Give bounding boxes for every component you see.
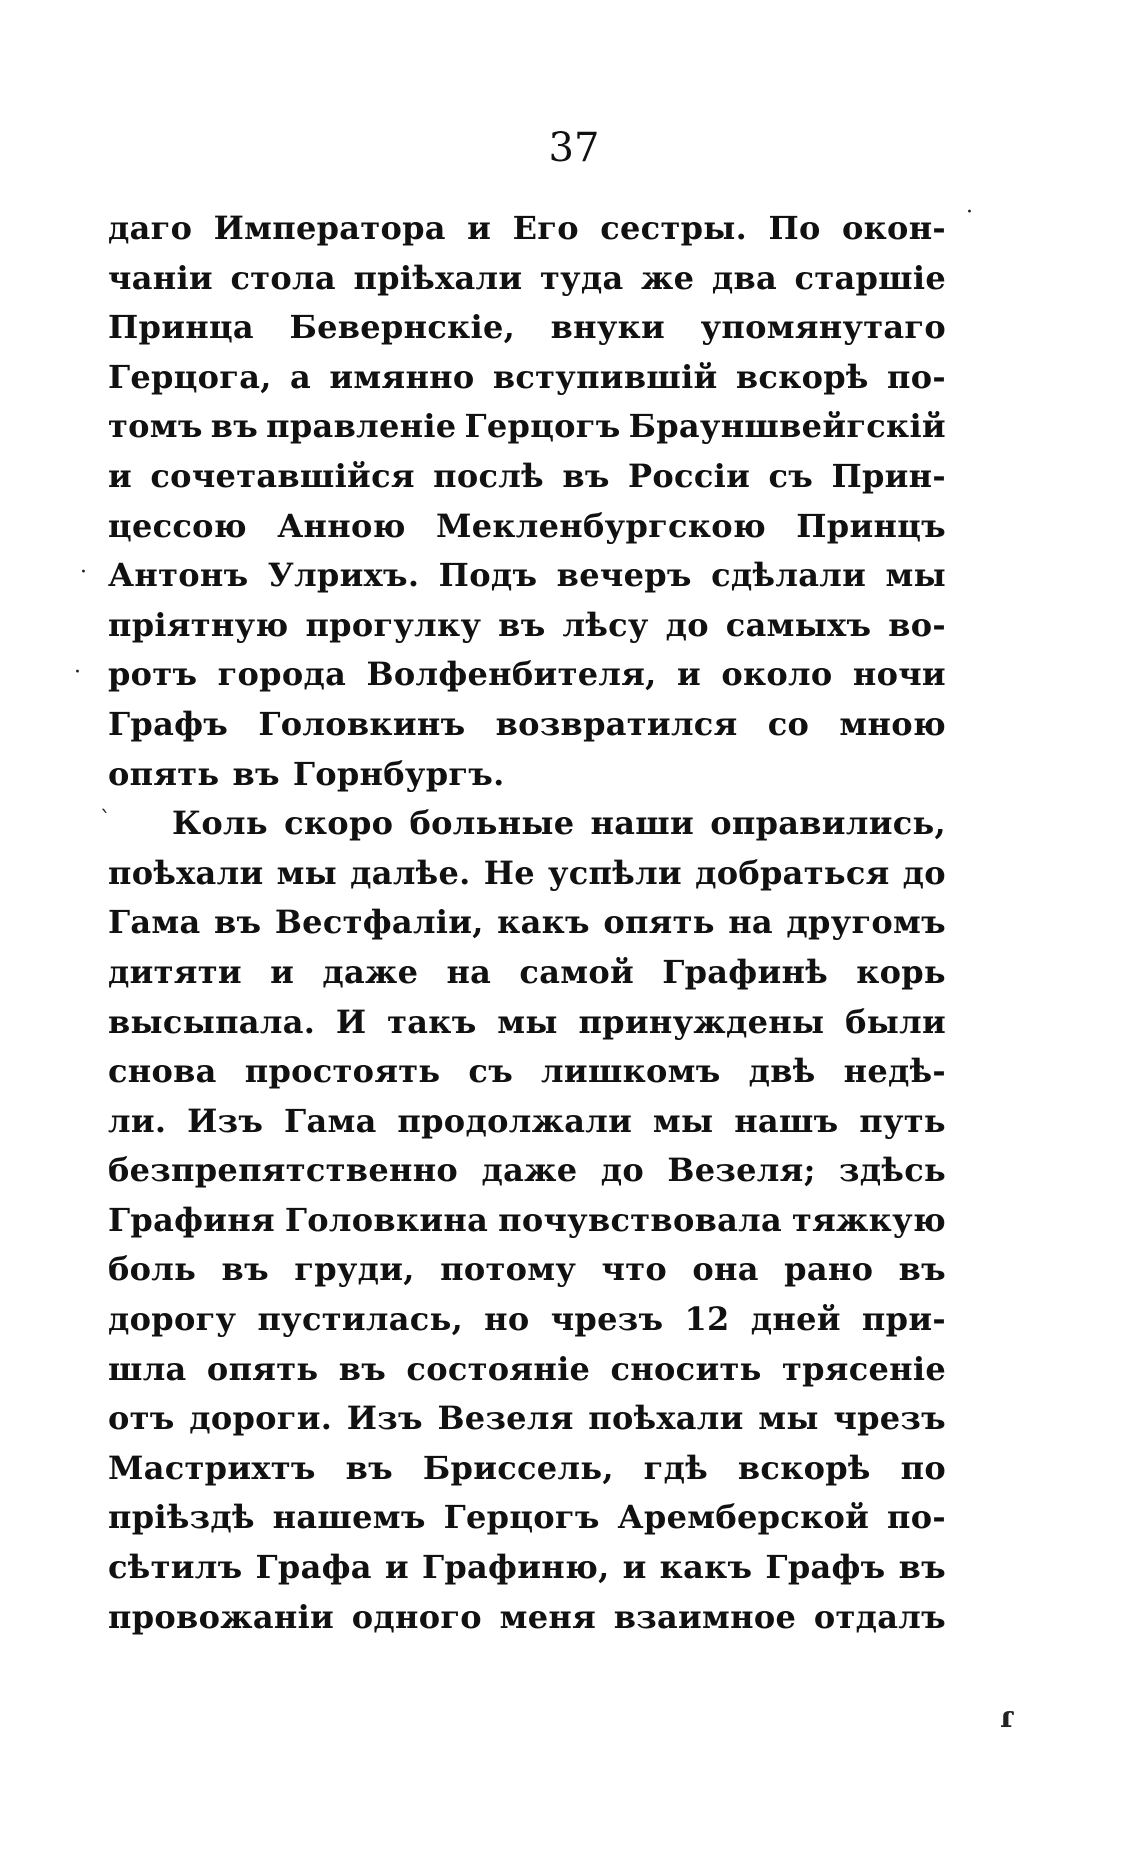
word: въ	[498, 605, 546, 644]
word: пріятную	[108, 605, 289, 644]
text-line	[108, 1245, 946, 1295]
word: цессою	[108, 506, 247, 545]
word: По	[768, 209, 821, 247]
word: съ	[768, 456, 814, 495]
word: съ	[468, 1052, 514, 1091]
word: нашъ	[734, 1101, 839, 1140]
word: внуки	[550, 308, 666, 347]
word: на	[446, 952, 492, 991]
word: принуждены	[578, 1002, 825, 1041]
word: 12	[684, 1300, 730, 1339]
word: снова	[108, 1052, 217, 1091]
text-line	[108, 1593, 946, 1643]
word: города	[217, 655, 347, 694]
word: упомянутаго	[700, 308, 946, 347]
word: Бевернскіе,	[289, 308, 516, 347]
word: поѣхали	[108, 853, 264, 892]
word: Герцога,	[108, 357, 272, 396]
margin-mark: ·	[80, 560, 87, 585]
word: шла	[108, 1349, 187, 1388]
text-line	[108, 1295, 946, 1345]
text-line	[108, 650, 946, 700]
word: вступившій	[492, 357, 718, 396]
word: какъ	[659, 1548, 753, 1587]
word: правленіе	[266, 407, 457, 446]
word: стола	[230, 258, 336, 297]
text-line	[108, 849, 946, 899]
word: потому	[440, 1250, 577, 1289]
word: даго	[108, 209, 193, 247]
word: Мекленбургскою	[436, 506, 766, 545]
word: возвратился	[495, 704, 738, 743]
word: недѣ-	[843, 1052, 946, 1091]
word: Горнбургъ.	[292, 754, 505, 793]
word: и	[676, 655, 701, 694]
word: и	[384, 1548, 409, 1587]
word: были	[845, 1002, 946, 1041]
body-text	[108, 204, 946, 1642]
word: Императора	[213, 209, 446, 247]
word: Гама	[108, 903, 201, 942]
word: пустилась,	[257, 1300, 464, 1339]
word: Антонъ	[108, 556, 249, 595]
text-line	[108, 948, 946, 998]
word: въ	[345, 1448, 393, 1487]
word: высыпала.	[108, 1002, 316, 1041]
word: ночи	[852, 655, 946, 694]
word: оправились,	[710, 804, 946, 843]
word: провожаніи	[108, 1597, 335, 1636]
word: пріѣхали	[353, 258, 523, 297]
word: томъ	[108, 407, 203, 446]
word: старшіе	[794, 258, 946, 297]
word: дней	[750, 1300, 841, 1339]
text-line	[108, 402, 946, 452]
word: Волфенбителя,	[366, 655, 657, 694]
word: со	[767, 704, 810, 743]
word: Прин-	[831, 456, 946, 495]
word: взаимное	[613, 1597, 797, 1636]
word: больные	[409, 804, 575, 843]
word: Вестфаліи,	[274, 903, 484, 942]
word: Головкинъ	[258, 704, 466, 743]
word: въ	[898, 1548, 946, 1587]
word: добраться	[695, 853, 890, 892]
word: Изъ	[346, 1399, 423, 1438]
word: рано	[784, 1250, 874, 1289]
word: имянно	[329, 357, 475, 396]
word: состояніе	[406, 1349, 591, 1388]
word: одного	[351, 1597, 482, 1636]
word: мною	[839, 704, 946, 743]
text-line	[108, 1543, 946, 1593]
word: по	[900, 1448, 946, 1487]
word: Графиня	[108, 1200, 275, 1239]
word: же	[641, 258, 695, 297]
word: наши	[590, 804, 695, 843]
word: Графа	[255, 1548, 372, 1587]
word: Россіи	[628, 456, 751, 495]
text-line	[108, 254, 946, 304]
word: и	[270, 952, 295, 991]
word: при-	[861, 1300, 946, 1339]
word: вечеръ	[556, 556, 692, 595]
word: такъ	[387, 1002, 477, 1041]
word: два	[711, 258, 778, 297]
word: Везеля;	[667, 1151, 816, 1190]
word: Подъ	[438, 556, 538, 595]
word: что	[601, 1250, 668, 1289]
word: сдѣлали	[711, 556, 867, 595]
word: вскорѣ	[735, 357, 869, 396]
word: въ	[898, 1250, 946, 1289]
text-line	[108, 700, 946, 750]
text-line	[108, 998, 946, 1048]
word: она	[692, 1250, 759, 1289]
word: Графинѣ	[662, 952, 829, 991]
word: ли.	[108, 1101, 167, 1140]
word: дороги.	[189, 1399, 333, 1438]
word: отъ	[108, 1399, 175, 1438]
word: Графъ	[765, 1548, 886, 1587]
word: до	[665, 605, 709, 644]
word: простоять	[244, 1052, 441, 1091]
margin-mark: ·	[966, 200, 973, 225]
word: нашемъ	[272, 1498, 426, 1537]
margin-mark: ˋ	[100, 808, 111, 833]
word: Его	[512, 209, 579, 247]
text-line	[108, 1493, 946, 1543]
word: самой	[519, 952, 634, 991]
word: въ	[232, 754, 280, 793]
word: Коль	[172, 804, 268, 843]
word: трясеніе	[781, 1349, 946, 1388]
word: въ	[562, 456, 610, 495]
word: даже	[481, 1151, 578, 1190]
word: въ	[214, 903, 262, 942]
word: а	[290, 357, 312, 396]
word: окон-	[842, 209, 946, 247]
word: поѣхали	[588, 1399, 744, 1438]
word: даже	[322, 952, 419, 991]
text-line	[108, 1196, 946, 1246]
word: до	[902, 853, 946, 892]
text-line	[108, 1394, 946, 1444]
word: сочетавшійся	[150, 456, 415, 495]
word: Анною	[277, 506, 406, 545]
word: вскорѣ	[737, 1448, 871, 1487]
word: продолжали	[397, 1101, 633, 1140]
word: туда	[539, 258, 624, 297]
text-line	[108, 1097, 946, 1147]
word: корь	[856, 952, 946, 991]
word: чрезъ	[833, 1399, 946, 1438]
word: въ	[221, 1250, 269, 1289]
margin-mark: ·	[74, 660, 81, 685]
word: послѣ	[433, 456, 544, 495]
word: чаніи	[108, 258, 213, 297]
word: опять	[108, 754, 220, 793]
word: на	[728, 903, 773, 942]
word: лишкомъ	[541, 1052, 721, 1091]
word: во-	[888, 605, 946, 644]
word: опять	[206, 1349, 319, 1388]
text-line	[108, 353, 946, 403]
word: Мастрихтъ	[108, 1448, 316, 1487]
word: другомъ	[786, 903, 946, 942]
word: тяжкую	[791, 1200, 946, 1239]
text-line	[108, 1146, 946, 1196]
word: опять	[603, 903, 715, 942]
word: груди,	[294, 1250, 415, 1289]
word: мы	[758, 1399, 819, 1438]
word: и	[467, 209, 492, 247]
word: ротъ	[108, 655, 198, 694]
word: Аремберской	[617, 1498, 870, 1537]
word: въ	[210, 407, 259, 446]
word: Графъ	[108, 704, 229, 743]
word: Изъ	[187, 1101, 264, 1140]
word: боль	[108, 1250, 197, 1289]
text-line	[108, 502, 946, 552]
word: мы	[652, 1101, 714, 1140]
text-line	[108, 750, 946, 800]
word: почувствовала	[498, 1200, 783, 1239]
text-line	[108, 204, 946, 254]
word: пріѣздѣ	[108, 1498, 255, 1537]
word: Везеля	[437, 1399, 574, 1438]
word: Принцъ	[796, 506, 946, 545]
word: путь	[859, 1101, 946, 1140]
word: гдѣ	[643, 1448, 708, 1487]
word: сносить	[610, 1349, 762, 1388]
text-line	[108, 452, 946, 502]
word: мы	[276, 853, 338, 892]
word: сѣтилъ	[108, 1548, 243, 1587]
word: Улрихъ.	[267, 556, 420, 595]
word: Головкина	[284, 1200, 489, 1239]
word: но	[484, 1300, 530, 1339]
text-line	[108, 898, 946, 948]
word: двѣ	[748, 1052, 816, 1091]
word: скоро	[284, 804, 394, 843]
word: дорогу	[108, 1300, 237, 1339]
word: по-	[887, 1498, 946, 1537]
word: отдалъ	[813, 1597, 946, 1636]
word: самыхъ	[725, 605, 872, 644]
text-line	[108, 1444, 946, 1494]
word: Брауншвейгскій	[628, 407, 946, 446]
word: чрезъ	[550, 1300, 664, 1339]
word: дитяти	[108, 952, 242, 991]
word: до	[600, 1151, 645, 1190]
word: Гама	[284, 1101, 377, 1140]
word: Бриссель,	[422, 1448, 614, 1487]
word: и	[622, 1548, 647, 1587]
word: какъ	[497, 903, 590, 942]
text-line	[108, 1345, 946, 1395]
word: меня	[499, 1597, 597, 1636]
text-line	[108, 303, 946, 353]
text-line	[108, 601, 946, 651]
word: безпрепятственно	[108, 1151, 459, 1190]
word: И	[335, 1002, 367, 1041]
text-line	[108, 1047, 946, 1097]
word: Графиню,	[421, 1548, 610, 1587]
page-number: 37	[548, 125, 600, 171]
word: сестры.	[600, 209, 748, 247]
text-line	[108, 551, 946, 601]
word: около	[721, 655, 833, 694]
word: успѣли	[547, 853, 682, 892]
word: Герцогъ	[464, 407, 621, 446]
word: въ	[338, 1349, 387, 1388]
word: и	[108, 456, 133, 495]
word: здѣсь	[839, 1151, 946, 1190]
word: Не	[483, 853, 535, 892]
word: по-	[887, 357, 946, 396]
printer-mark: ɾ	[1000, 1700, 1014, 1735]
word: прогулку	[305, 605, 482, 644]
word: мы	[497, 1002, 558, 1041]
word: далѣе.	[350, 853, 471, 892]
text-line	[108, 799, 946, 849]
word: лѣсу	[562, 605, 649, 644]
word: Принца	[108, 308, 254, 347]
word: мы	[885, 556, 946, 595]
word: Герцогъ	[443, 1498, 600, 1537]
